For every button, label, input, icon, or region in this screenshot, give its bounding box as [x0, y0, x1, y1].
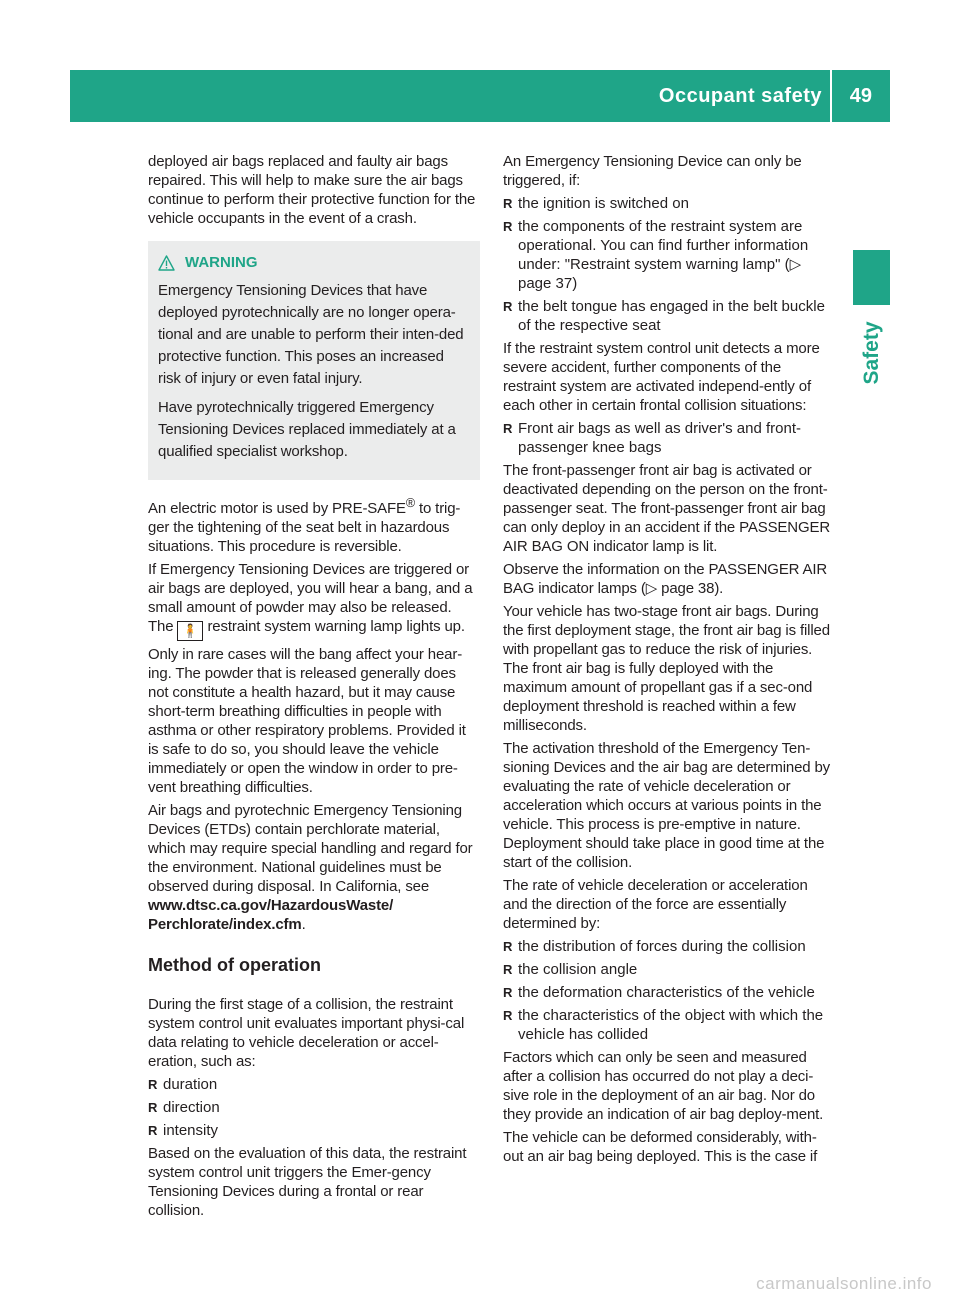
paragraph: Factors which can only be seen and measured after a collision has occurred do not play a deci-sive role in the deployment of an air bag. Nor do they provide an indication of air bag deploy-ment.	[503, 1049, 824, 1123]
section-title: Method of operation	[148, 955, 321, 975]
list-item: R the characteristics of the object with which the vehicle has collided	[503, 1006, 835, 1044]
paragraph: Observe the information on the PASSENGER AIR BAG indicator lamps (▷ page 38).	[503, 561, 828, 597]
page-reference-link[interactable]: ▷ page 38	[645, 580, 715, 597]
paragraph: Based on the evaluation of this data, the restraint system control unit triggers the Emer-gency Tensioning Devices during a frontal or rear collision.	[148, 1145, 467, 1219]
dtsc-link[interactable]: www.dtsc.ca.gov/HazardousWaste/ Perchlorate/index.cfm	[148, 897, 394, 933]
list-item: R Front air bags as well as driver's and front-passenger knee bags	[503, 419, 835, 457]
page-reference-link[interactable]: ▷ page 37	[518, 256, 802, 292]
paragraph: An electric motor is used by PRE-SAFE® to trig-ger the tightening of the seat belt in hazardous situations. This procedure is reversible.	[148, 496, 461, 555]
list-item: R the collision angle	[503, 960, 835, 979]
paragraph: Air bags and pyrotechnic Emergency Tensioning Devices (ETDs) contain perchlorate material, which may require special handling and regard for the environment. National guidelines must be observed during disposal. In California, see www.dtsc.ca.gov/HazardousWaste/ Perchlorate/index.cfm.	[148, 802, 473, 933]
paragraph: The vehicle can be deformed considerably, with-out an air bag being deployed. This is the case if	[503, 1129, 818, 1165]
paragraph: If the restraint system control unit detects a more severe accident, further components of the restraint system are activated independ-ently of each other in certain frontal collision situations:	[503, 340, 820, 414]
paragraph: If Emergency Tensioning Devices are triggered or air bags are deployed, you will hear a bang, and a small amount of powder may also be released. The 🧍 restraint system warning lamp lights up.	[148, 560, 480, 641]
chapter-tab	[853, 250, 890, 305]
chapter-tab-label: Safety	[860, 321, 883, 385]
list-item: R the components of the restraint system are operational. You can find further information under: "Restraint system warning lamp" (▷ page 37)	[503, 217, 835, 293]
paragraph: An Emergency Tensioning Device can only be triggered, if:	[503, 153, 802, 189]
paragraph: The front-passenger front air bag is activated or deactivated depending on the person on the front-passenger seat. The front-passenger front air bag can only deploy in an accident if the PASSENGER AIR BAG ON indicator lamp is lit.	[503, 462, 831, 555]
header-divider	[830, 70, 832, 122]
warning-text: Have pyrotechnically triggered Emergency Tensioning Devices replaced immediately at a qualified specialist workshop.	[158, 399, 456, 460]
warning-text: Emergency Tensioning Devices that have deployed pyrotechnically are no longer opera-tional and are unable to perform their inten-ded protective function. This poses an increased risk of injury or even fatal injury.	[158, 282, 464, 387]
list-item: R the belt tongue has engaged in the belt buckle of the respective seat	[503, 297, 835, 335]
paragraph: Your vehicle has two-stage front air bags. During the first deployment stage, the front air bag is filled with propellant gas to reduce the risk of injuries. The front air bag is fully deployed with the maximum amount of propellant gas if a sec-ond deployment threshold is reached within a few milliseconds.	[503, 603, 830, 734]
section-header-title: Occupant safety	[658, 85, 822, 107]
list-item: R the distribution of forces during the collision	[503, 937, 835, 956]
paragraph: The activation threshold of the Emergency Ten-sioning Devices and the air bag are determined by evaluating the rate of vehicle deceleration or acceleration which occurs at various points in the vehicle. This process is pre-emptive in nature. Deployment should take place in good time at the start of the collision.	[503, 740, 831, 871]
warning-header	[158, 253, 470, 272]
warning-title: WARNING	[185, 254, 258, 271]
left-column	[148, 152, 480, 1224]
warning-box	[148, 241, 480, 480]
list-item: R intensity	[148, 1121, 480, 1140]
paragraph: deployed air bags replaced and faulty air bags repaired. This will help to make sure the air bags continue to perform their protective function for the vehicle occupants in the event of a crash.	[148, 153, 476, 227]
watermark-logo: carmanualsonline.info	[756, 1274, 932, 1293]
page-number: 49	[849, 85, 872, 107]
list-item: R duration	[148, 1075, 480, 1094]
header-bar	[70, 70, 890, 122]
restraint-system-warning-lamp-icon: 🧍	[177, 621, 203, 641]
paragraph: The rate of vehicle deceleration or acceleration and the direction of the force are essentially determined by:	[503, 877, 808, 932]
warning-triangle-icon	[158, 255, 175, 271]
paragraph: Only in rare cases will the bang affect your hear-ing. The powder that is released generally does not constitute a health hazard, but it may cause short-term breathing difficulties in people with asthma or other respiratory problems. Provided it is safe to do so, you should leave the vehicle immediately or open the window in order to pre-vent breathing difficulties.	[148, 646, 466, 796]
list-item: R the deformation characteristics of the vehicle	[503, 983, 835, 1002]
paragraph: During the first stage of a collision, the restraint system control unit evaluates important physi-cal data relating to vehicle deceleration or accel-eration, such as:	[148, 996, 465, 1070]
list-item: R the ignition is switched on	[503, 194, 835, 213]
list-item: R direction	[148, 1098, 480, 1117]
right-column	[503, 152, 835, 1170]
